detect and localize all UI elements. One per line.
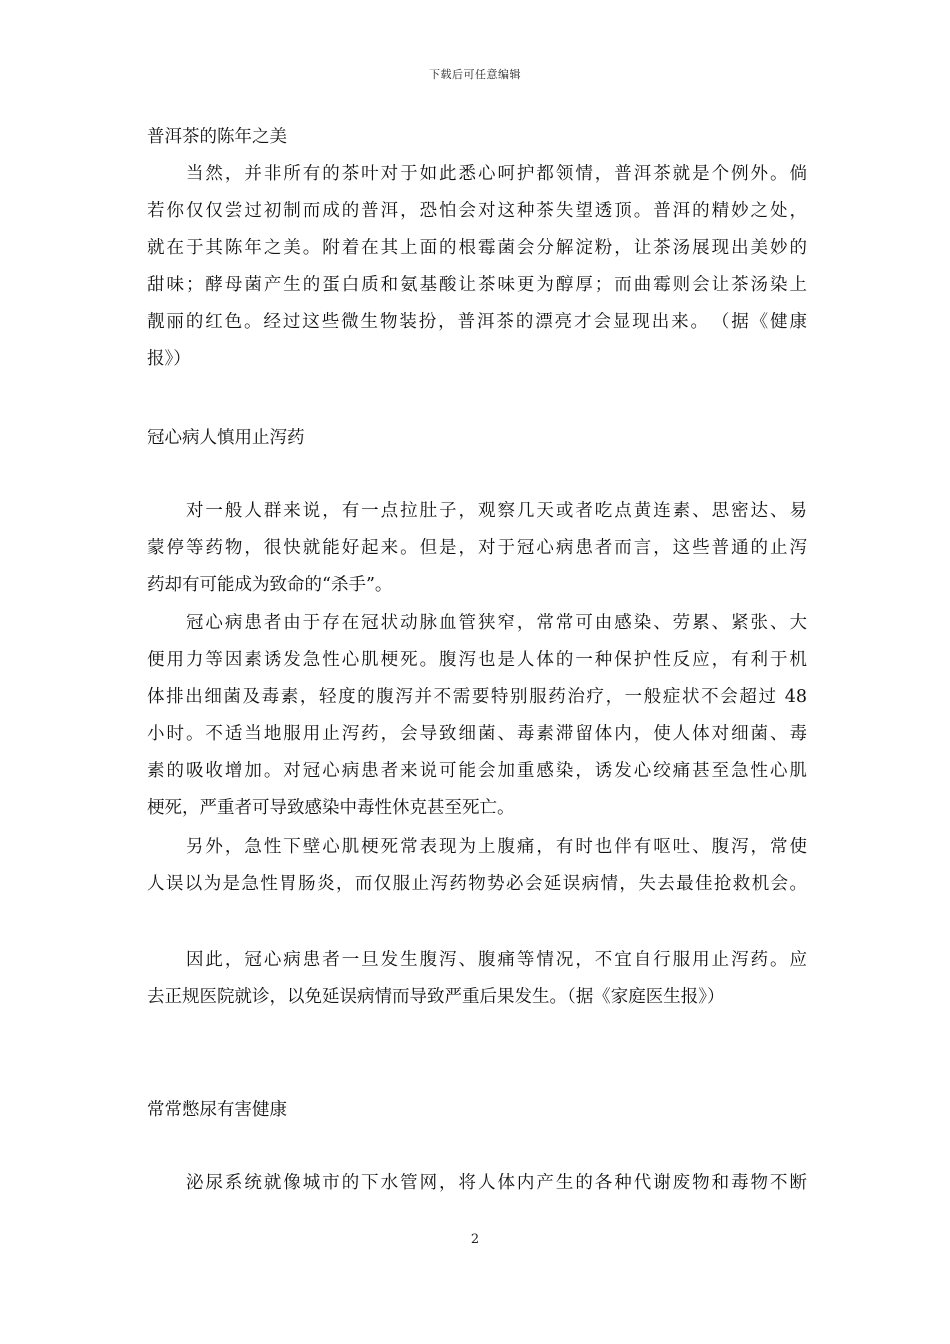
- paragraph-line: 体排出细菌及毒素，轻度的腹泻并不需要特别服药治疗，一般症状不会超过 48: [147, 687, 807, 707]
- article-title-urine: 常常憋尿有害健康: [147, 1100, 287, 1120]
- paragraph-line: 小时。不适当地服用止泻药，会导致细菌、毒素滞留体内，使人体对细菌、毒: [147, 724, 807, 744]
- paragraph-line: 因此，冠心病患者一旦发生腹泻、腹痛等情况，不宜自行服用止泻药。应: [147, 950, 807, 970]
- article-title-heart: 冠心病人慎用止泻药: [147, 428, 305, 448]
- paragraph-line: 报》）: [147, 349, 191, 369]
- paragraph-line: 靓丽的红色。经过这些微生物装扮，普洱茶的漂亮才会显现出来。 （据《健康: [147, 312, 807, 332]
- paragraph-line: 去正规医院就诊，以免延误病情而导致严重后果发生。（据《家庭医生报》）: [147, 987, 725, 1007]
- paragraph-line: 甜味；酵母菌产生的蛋白质和氨基酸让茶味更为醇厚；而曲霉则会让茶汤染上: [147, 275, 807, 295]
- paragraph-line: 当然，并非所有的茶叶对于如此悉心呵护都领情，普洱茶就是个例外。倘: [147, 164, 807, 184]
- paragraph-line: 人误以为是急性胃肠炎，而仅服止泻药物势必会延误病情，失去最佳抢救机会。: [147, 874, 807, 894]
- paragraph-line: 蒙停等药物，很快就能好起来。但是，对于冠心病患者而言，这些普通的止泻: [147, 538, 807, 558]
- paragraph-line: 对一般人群来说，有一点拉肚子，观察几天或者吃点黄连素、思密达、易: [147, 501, 807, 521]
- paragraph-line: 泌尿系统就像城市的下水管网，将人体内产生的各种代谢废物和毒物不断: [147, 1173, 807, 1193]
- paragraph-line: 就在于其陈年之美。附着在其上面的根霉菌会分解淀粉，让茶汤展现出美妙的: [147, 238, 807, 258]
- page-header: 下载后可任意编辑: [429, 68, 521, 81]
- paragraph-line: 素的吸收增加。对冠心病患者来说可能会加重感染，诱发心绞痛甚至急性心肌: [147, 761, 807, 781]
- paragraph-line: 便用力等因素诱发急性心肌梗死。腹泻也是人体的一种保护性反应，有利于机: [147, 650, 807, 670]
- page-number: 2: [470, 1232, 480, 1247]
- article-title-puer: 普洱茶的陈年之美: [147, 127, 287, 147]
- paragraph-line: 若你仅仅尝过初制而成的普洱，恐怕会对这种茶失望透顶。普洱的精妙之处，: [147, 201, 807, 221]
- paragraph-line: 冠心病患者由于存在冠状动脉血管狭窄，常常可由感染、劳累、紧张、大: [147, 613, 807, 633]
- paragraph-line: 梗死，严重者可导致感染中毒性休克甚至死亡。: [147, 798, 515, 818]
- paragraph-line: 另外，急性下壁心肌梗死常表现为上腹痛，有时也伴有呕吐、腹泻，常使: [147, 837, 807, 857]
- paragraph-line: 药却有可能成为致命的“杀手”。: [147, 575, 393, 595]
